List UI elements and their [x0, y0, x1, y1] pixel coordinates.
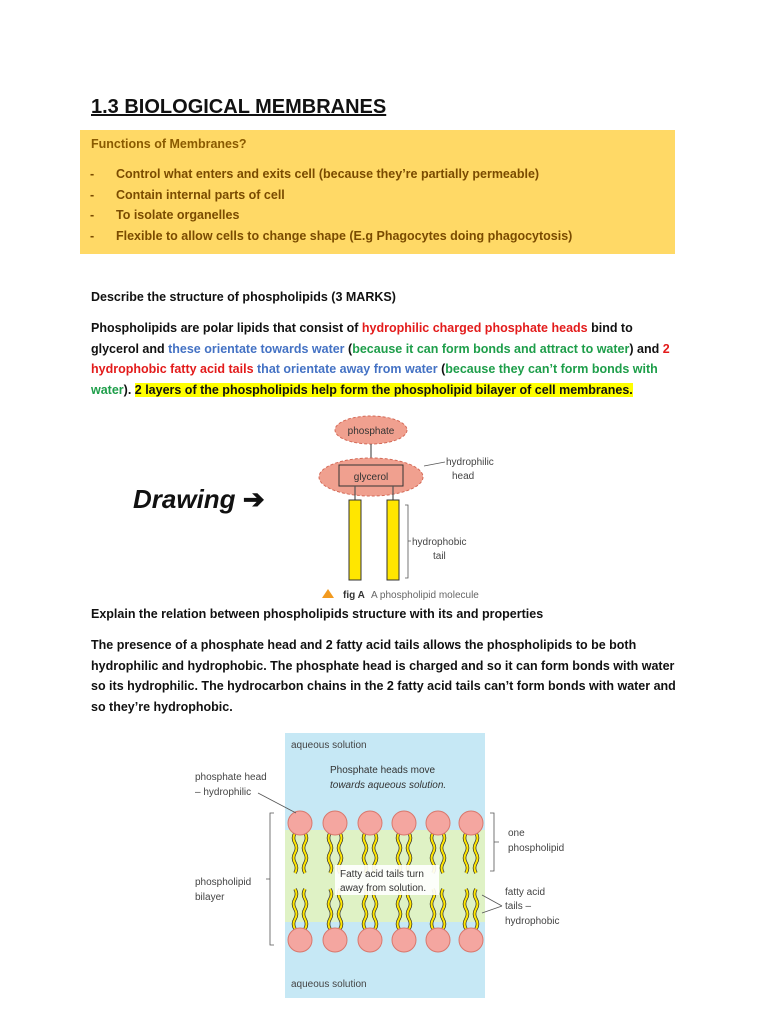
bullet-dash: -	[90, 187, 95, 202]
hydrophilic-label: head	[452, 471, 475, 482]
aqueous-label-bottom: aqueous solution	[291, 979, 367, 990]
bilayer-label: phospholipid	[195, 877, 252, 888]
phosphate-head	[323, 928, 347, 952]
phosphate-head-label: phosphate head	[195, 772, 267, 783]
functions-box	[80, 130, 675, 254]
answer-text-green: because it can form bonds and attract to water	[352, 341, 630, 356]
list-item	[90, 167, 572, 188]
drawing-label	[133, 484, 265, 515]
page-title: 1.3 BIOLOGICAL MEMBRANES	[91, 96, 387, 118]
list-item	[90, 208, 572, 229]
list-item	[90, 188, 572, 209]
answer-text: bind to glycerol and	[91, 321, 633, 356]
functions-heading: Functions of Membranes?	[91, 137, 247, 151]
bullet-dash: -	[90, 228, 95, 243]
triangle-icon	[322, 589, 334, 598]
phosphate-head	[426, 928, 450, 952]
drawing-label-text: Drawing	[133, 484, 236, 514]
functions-list	[90, 167, 572, 249]
one-phospholipid-bracket	[490, 813, 499, 871]
phosphate-head	[288, 928, 312, 952]
phosphate-head	[392, 811, 416, 835]
answer-text-highlight: 2 layers of the phospholipids help form the phospholipid bilayer of cell membranes.	[134, 383, 633, 398]
answer-text: ) and	[629, 341, 663, 356]
glycerol-label: glycerol	[353, 472, 389, 483]
answer-text-red: 2 hydrophobic fatty acid tails	[91, 341, 670, 377]
hydrophilic-pointer	[424, 462, 445, 466]
phospholipid-molecule-figure	[305, 410, 505, 605]
hydrophobic-label: tail	[433, 551, 446, 562]
fatty-acid-tails-label: tails –	[505, 901, 532, 912]
tails-note: Fatty acid tails turn	[340, 869, 424, 880]
hydrophilic-label: hydrophilic	[446, 457, 494, 468]
phosphate-label: phosphate	[347, 426, 395, 437]
list-item-text: To isolate organelles	[116, 208, 240, 222]
figure-caption-label: fig A	[343, 590, 365, 601]
answer-text: (	[437, 362, 446, 377]
phosphate-head	[358, 811, 382, 835]
question-properties: Explain the relation between phospholipids structure with its and properties	[91, 607, 544, 621]
question-structure: Describe the structure of phospholipids (3 MARKS)	[91, 290, 396, 304]
figure-caption: A phospholipid molecule	[371, 590, 479, 601]
arrow-right-icon: ➔	[242, 484, 265, 514]
bilayer-figure	[190, 733, 590, 1003]
answer-text-blue: these orientate towards water	[168, 341, 345, 356]
answer-text: Phospholipids are polar lipids that consist of	[91, 321, 362, 335]
fatty-acid-tails-label: hydrophobic	[505, 916, 560, 927]
bilayer-bracket	[266, 813, 274, 945]
answer-text-green: because they can’t form bonds with water	[91, 362, 658, 398]
list-item	[90, 229, 572, 250]
one-phospholipid-label: phospholipid	[508, 843, 565, 854]
list-item-text: Contain internal parts of cell	[116, 187, 285, 202]
phosphate-head	[392, 928, 416, 952]
answer-text: (	[344, 341, 353, 356]
answer-text-blue: that orientate away from water	[257, 362, 438, 377]
tails-note: away from solution.	[340, 883, 427, 894]
phosphate-head	[459, 811, 483, 835]
fatty-acid-tail	[387, 500, 399, 580]
phosphate-head	[323, 811, 347, 835]
bullet-dash: -	[90, 167, 95, 181]
list-item-text: Flexible to allow cells to change shape (E.g Phagocytes doing phagocytosis)	[116, 228, 573, 243]
hydrophobic-bracket	[405, 505, 411, 578]
heads-note: towards aqueous solution.	[330, 780, 447, 791]
hydrophobic-label: hydrophobic	[412, 537, 467, 548]
phosphate-head-label: – hydrophilic	[195, 787, 252, 798]
heads-note: Phosphate heads move	[330, 765, 436, 776]
one-phospholipid-label: one	[508, 828, 525, 839]
fatty-acid-tails-label: fatty acid	[505, 887, 546, 898]
answer-text-red: hydrophilic charged phosphate heads	[361, 321, 588, 335]
bullet-dash: -	[90, 208, 95, 222]
phosphate-head	[358, 928, 382, 952]
list-item-text: Control what enters and exits cell (because they’re partially permeable)	[116, 167, 540, 181]
answer-structure	[91, 318, 681, 401]
aqueous-label-top: aqueous solution	[291, 740, 367, 751]
bilayer-label: bilayer	[195, 892, 225, 903]
phosphate-head	[426, 811, 450, 835]
fatty-acid-tail	[349, 500, 361, 580]
answer-text: ).	[123, 383, 135, 398]
phosphate-head	[288, 811, 312, 835]
phosphate-head	[459, 928, 483, 952]
answer-properties: The presence of a phosphate head and 2 fatty acid tails allows the phospholipids to be both hydrophilic and hydrophobic. The phosphate head is charged and so it can form bonds with water so its hydrophilic. The hydrocarbon chains in the 2 fatty acid tails can’t form bonds with water and so they’re hydrophobic.	[91, 638, 676, 715]
